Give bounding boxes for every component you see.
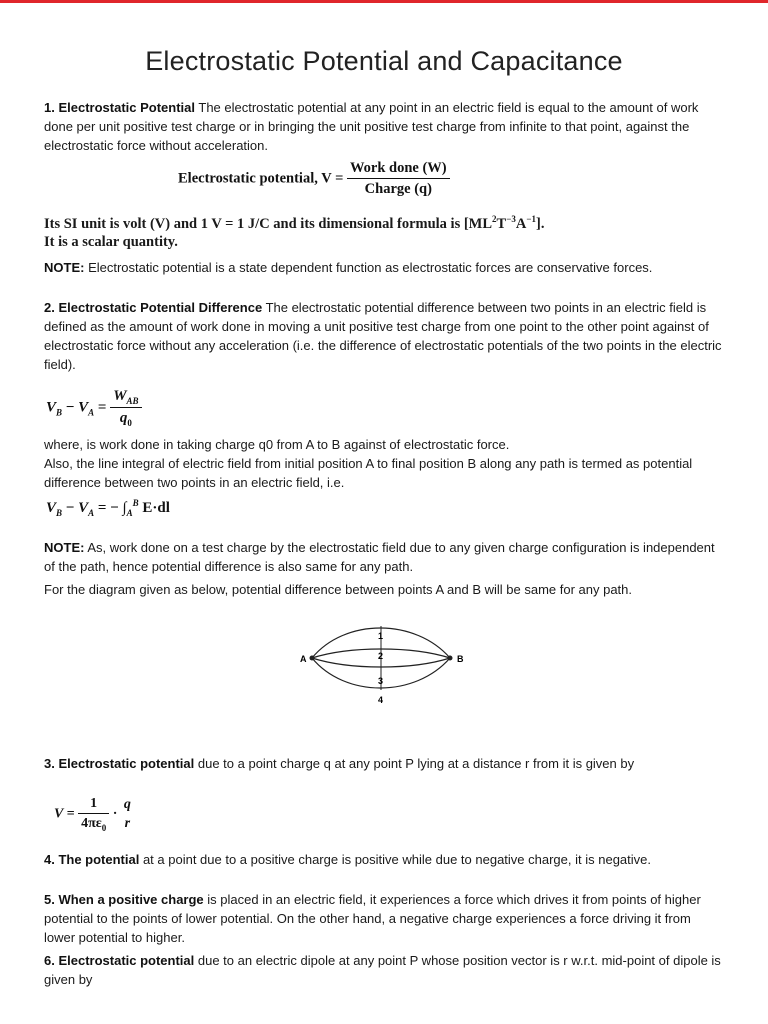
charge-symbol: q: [119, 410, 128, 426]
section-1-heading: 1. Electrostatic Potential: [44, 100, 195, 115]
work-symbol: W: [113, 388, 127, 404]
path-1-label: 1: [378, 631, 384, 641]
section-6-text: due to an electric dipole at any point P whose position vector is r w.r.t. mid-point of dipole is given by: [44, 953, 721, 987]
potential-formula: [178, 160, 450, 198]
section-1-paragraph: [44, 98, 724, 155]
section-3-text: due to a point charge q at any point P lying at a distance r from it is given by: [194, 756, 635, 771]
charge-distance-fraction: q r: [123, 796, 131, 831]
section-4-paragraph: [44, 850, 724, 869]
page-title: Electrostatic Potential and Capacitance: [145, 46, 623, 76]
point-charge-formula: V = $\frac{1}{4\pi\varepsilon_0}$ · q r: [54, 796, 134, 833]
line-integral-formula: $V_B - V_A$ = − $\int_A^B$ E·dl: [46, 498, 170, 518]
section-6-heading: 6. Electrostatic potential: [44, 953, 195, 968]
unit-statement: Its SI unit is volt (V) and 1 V = 1 J/C and its dimensional formula is $[ML^2T^{-3}A^{-1}]$.: [44, 214, 545, 232]
point-charge-lhs: V =: [54, 806, 75, 822]
section-5-heading: 5. When a positive charge: [44, 892, 204, 907]
note-1: [44, 258, 724, 277]
point-b-dot: [448, 656, 453, 661]
paths-diagram: [290, 618, 490, 713]
point-b-label: B: [457, 654, 464, 664]
line-integral-text: Also, the line integral of electric field from initial position A to final position B along any path is termed as potential difference between two points in an electric field, i.e.: [44, 456, 693, 490]
section-2-paragraph: [44, 298, 724, 374]
section-3-paragraph: [44, 754, 724, 773]
top-accent-bar: [0, 0, 768, 3]
potential-difference-formula: $V_B - V_A$ = $\frac{W_{AB}}{q_0}$: [46, 388, 142, 428]
potential-fraction: [347, 160, 450, 198]
potential-denominator: Charge (q): [364, 181, 432, 197]
section-6-paragraph: [44, 951, 724, 989]
note-2-text: As, work done on a test charge by the electrostatic field due to any given charge configuration is independent of the path, hence potential difference is also same for any path.: [44, 540, 715, 574]
note-2-label: NOTE:: [44, 540, 85, 555]
where-text: where, is work done in taking charge q0 from A to B against of electrostatic force.: [44, 437, 510, 452]
path-2-label: 2: [378, 651, 384, 661]
section-2-text: The electrostatic potential difference between two points in an electric field is defined as the amount of work done in moving a unit positive test charge from one point to the other point against of electrostatic force without any acceleration (i.e. the difference of electrostatic potentials of the two points in the electric field).: [44, 300, 722, 372]
point-a-dot: [310, 656, 315, 661]
point-a-label: A: [300, 654, 307, 664]
note-1-text: Electrostatic potential is a state dependent function as electrostatic forces are conservative forces.: [84, 260, 653, 275]
scalar-statement: It is a scalar quantity.: [44, 234, 178, 250]
potential-formula-label: Electrostatic potential, V =: [178, 170, 344, 187]
section-4-heading: 4. The potential: [44, 852, 140, 867]
section-3-heading: 3. Electrostatic potential: [44, 756, 195, 771]
section-1-text: The electrostatic potential at any point in an electric field is equal to the amount of work done per unit positive test charge or in bringing the unit positive test charge from infinite to that point, against the electrostatic force without acceleration.: [44, 100, 699, 153]
note-1-label: NOTE:: [44, 260, 85, 275]
integral-rhs: E·dl: [142, 500, 170, 516]
potential-numerator: Work done (W): [347, 160, 450, 179]
unit-text: Its SI unit is volt (V) and 1 V = 1 J/C and its dimensional formula is [ML: [44, 215, 493, 232]
section-4-text: at a point due to a positive charge is positive while due to negative charge, it is negative.: [139, 852, 651, 867]
path-4-label: 4: [378, 695, 384, 705]
section-5-text: is placed in an electric field, it experiences a force which drives it from points of higher potential to the points of lower potential. On the other hand, a negative charge experiences a force driving it from lower potential to higher.: [44, 892, 701, 945]
diagram-intro-text: For the diagram given as below, potential difference between points A and B will be same for any path.: [44, 582, 633, 597]
path-3-label: 3: [378, 676, 384, 686]
section-5-paragraph: [44, 890, 724, 947]
section-2-heading: 2. Electrostatic Potential Difference: [44, 300, 263, 315]
coulomb-fraction: $\frac{1}{4\pi\varepsilon_0}$: [78, 796, 109, 833]
note-2: [44, 538, 724, 576]
work-fraction: $\frac{W_{AB}}{q_0}$: [110, 388, 141, 428]
